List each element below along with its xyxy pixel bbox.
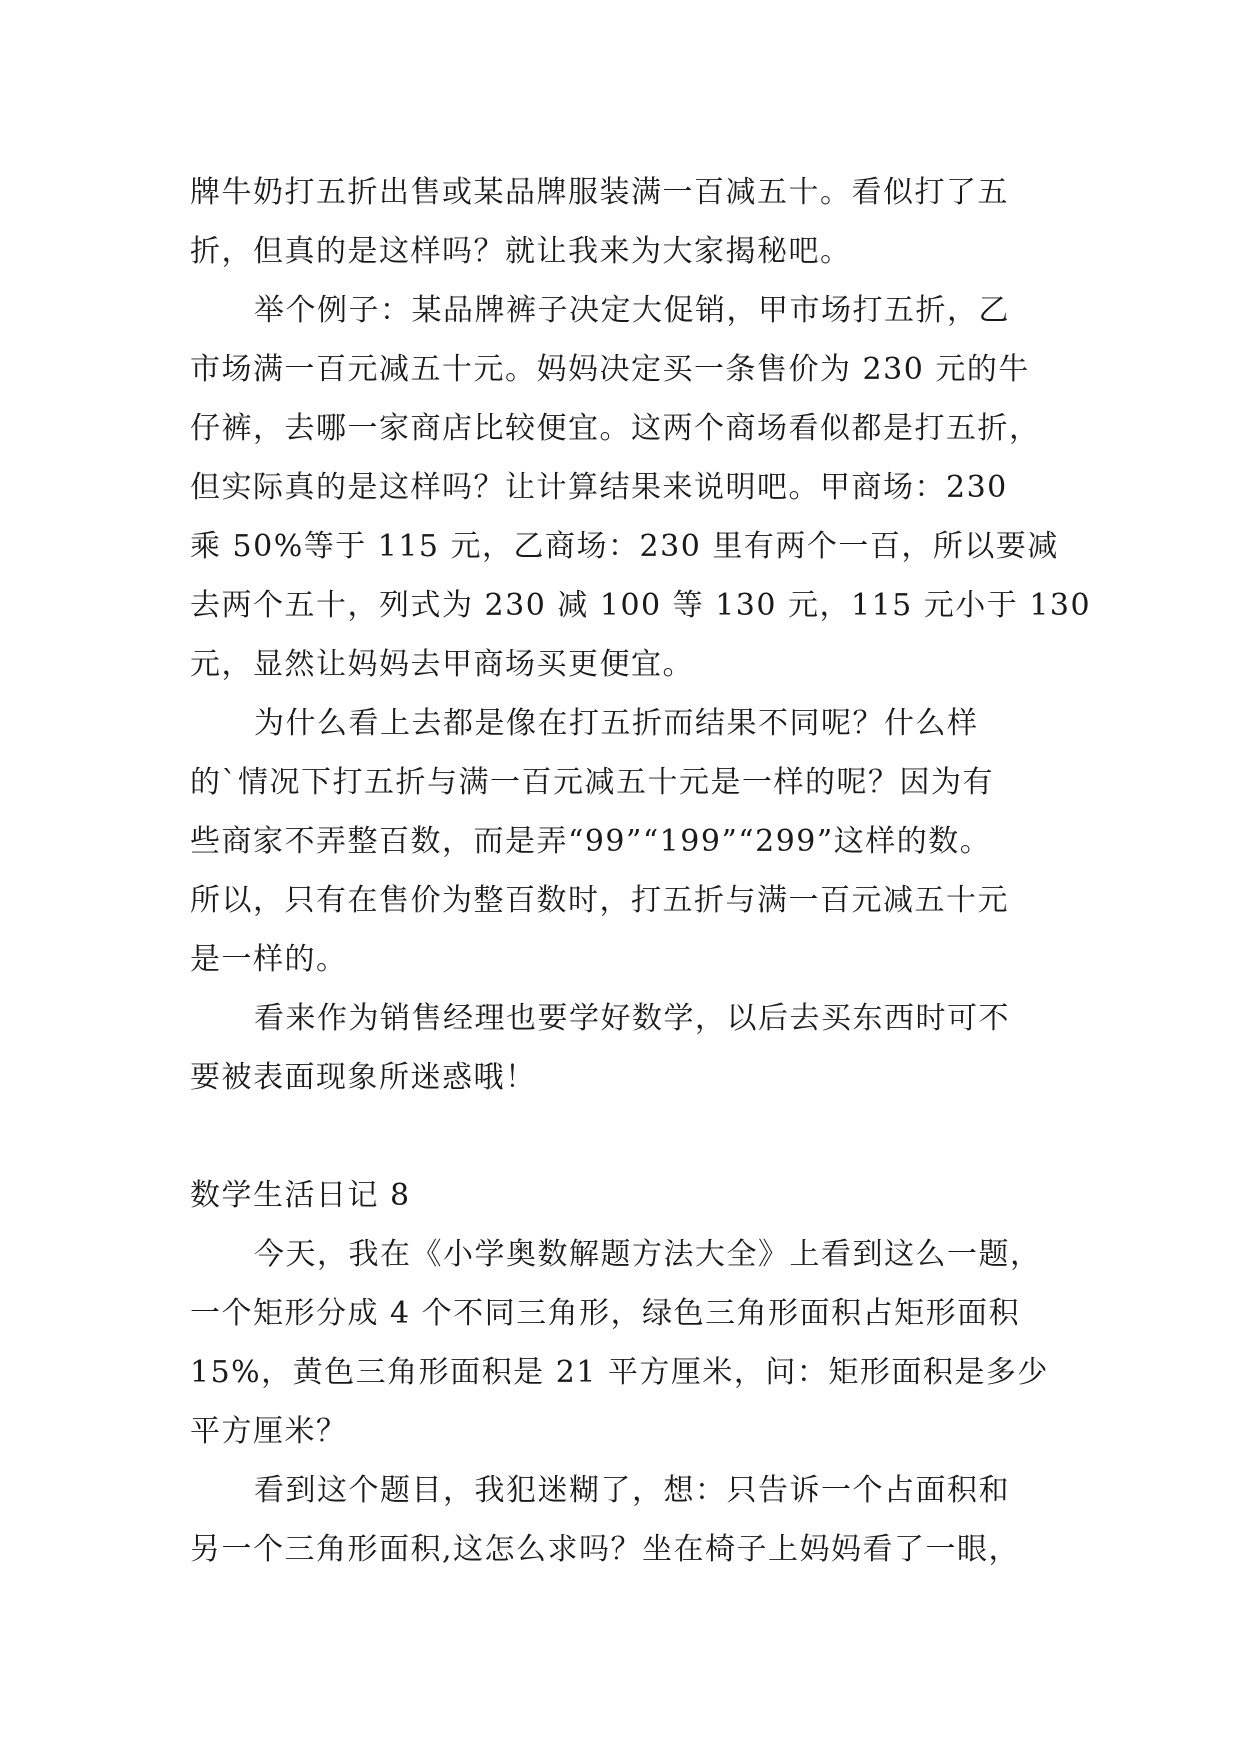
paragraph (190, 989, 1055, 1107)
text-line: 平方厘米？ (190, 1414, 348, 1449)
text-line: 15%，黄色三角形面积是 21 平方厘米，问：矩形面积是多少 (190, 1355, 1049, 1390)
text-line: 看到这个题目，我犯迷糊了，想：只告诉一个占面积和 (254, 1473, 1010, 1508)
text-line: 元，显然让妈妈去甲商场买更便宜。 (190, 647, 694, 682)
paragraph (190, 694, 1055, 989)
section-title: 数学生活日记 8 (190, 1178, 411, 1213)
text-line: 些商家不弄整百数，而是弄“99”“199”“299”这样的数。 (190, 824, 992, 859)
text-line: 乘 50%等于 115 元，乙商场：230 里有两个一百，所以要减 (190, 529, 1059, 564)
text-line: 市场满一百元减五十元。妈妈决定买一条售价为 230 元的牛 (190, 352, 1030, 387)
text-line: 一个矩形分成 4 个不同三角形，绿色三角形面积占矩形面积 (190, 1296, 1021, 1331)
paragraph (190, 163, 1055, 281)
text-line: 今天，我在《小学奥数解题方法大全》上看到这么一题， (254, 1237, 1042, 1272)
text-line: 牌牛奶打五折出售或某品牌服装满一百减五十。看似打了五 (190, 175, 1009, 210)
paragraph (190, 281, 1092, 694)
text-line: 要被表面现象所迷惑哦！ (190, 1060, 537, 1095)
text-line: 看来作为销售经理也要学好数学，以后去买东西时可不 (254, 1001, 1010, 1036)
text-line: 但实际真的是这样吗？让计算结果来说明吧。甲商场：230 (190, 470, 1008, 505)
text-line: 所以，只有在售价为整百数时，打五折与满一百元减五十元 (190, 883, 1009, 918)
text-line: 折，但真的是这样吗？就让我来为大家揭秘吧。 (190, 234, 852, 269)
document-body (190, 163, 1092, 1579)
text-line: 是一样的。 (190, 942, 348, 977)
text-line: 举个例子：某品牌裤子决定大促销，甲市场打五折，乙 (254, 293, 1010, 328)
text-line: 的`情况下打五折与满一百元减五十元是一样的呢？因为有 (190, 765, 994, 800)
text-line: 去两个五十，列式为 230 减 100 等 130 元，115 元小于 130 (190, 588, 1092, 623)
paragraph (190, 1225, 1055, 1461)
text-line: 为什么看上去都是像在打五折而结果不同呢？什么样 (254, 706, 979, 741)
text-line: 仔裤，去哪一家商店比较便宜。这两个商场看似都是打五折， (190, 411, 1041, 446)
text-line: 另一个三角形面积,这怎么求吗？坐在椅子上妈妈看了一眼， (190, 1532, 1021, 1567)
blank-line (190, 1107, 1055, 1166)
paragraph (190, 1461, 1055, 1579)
